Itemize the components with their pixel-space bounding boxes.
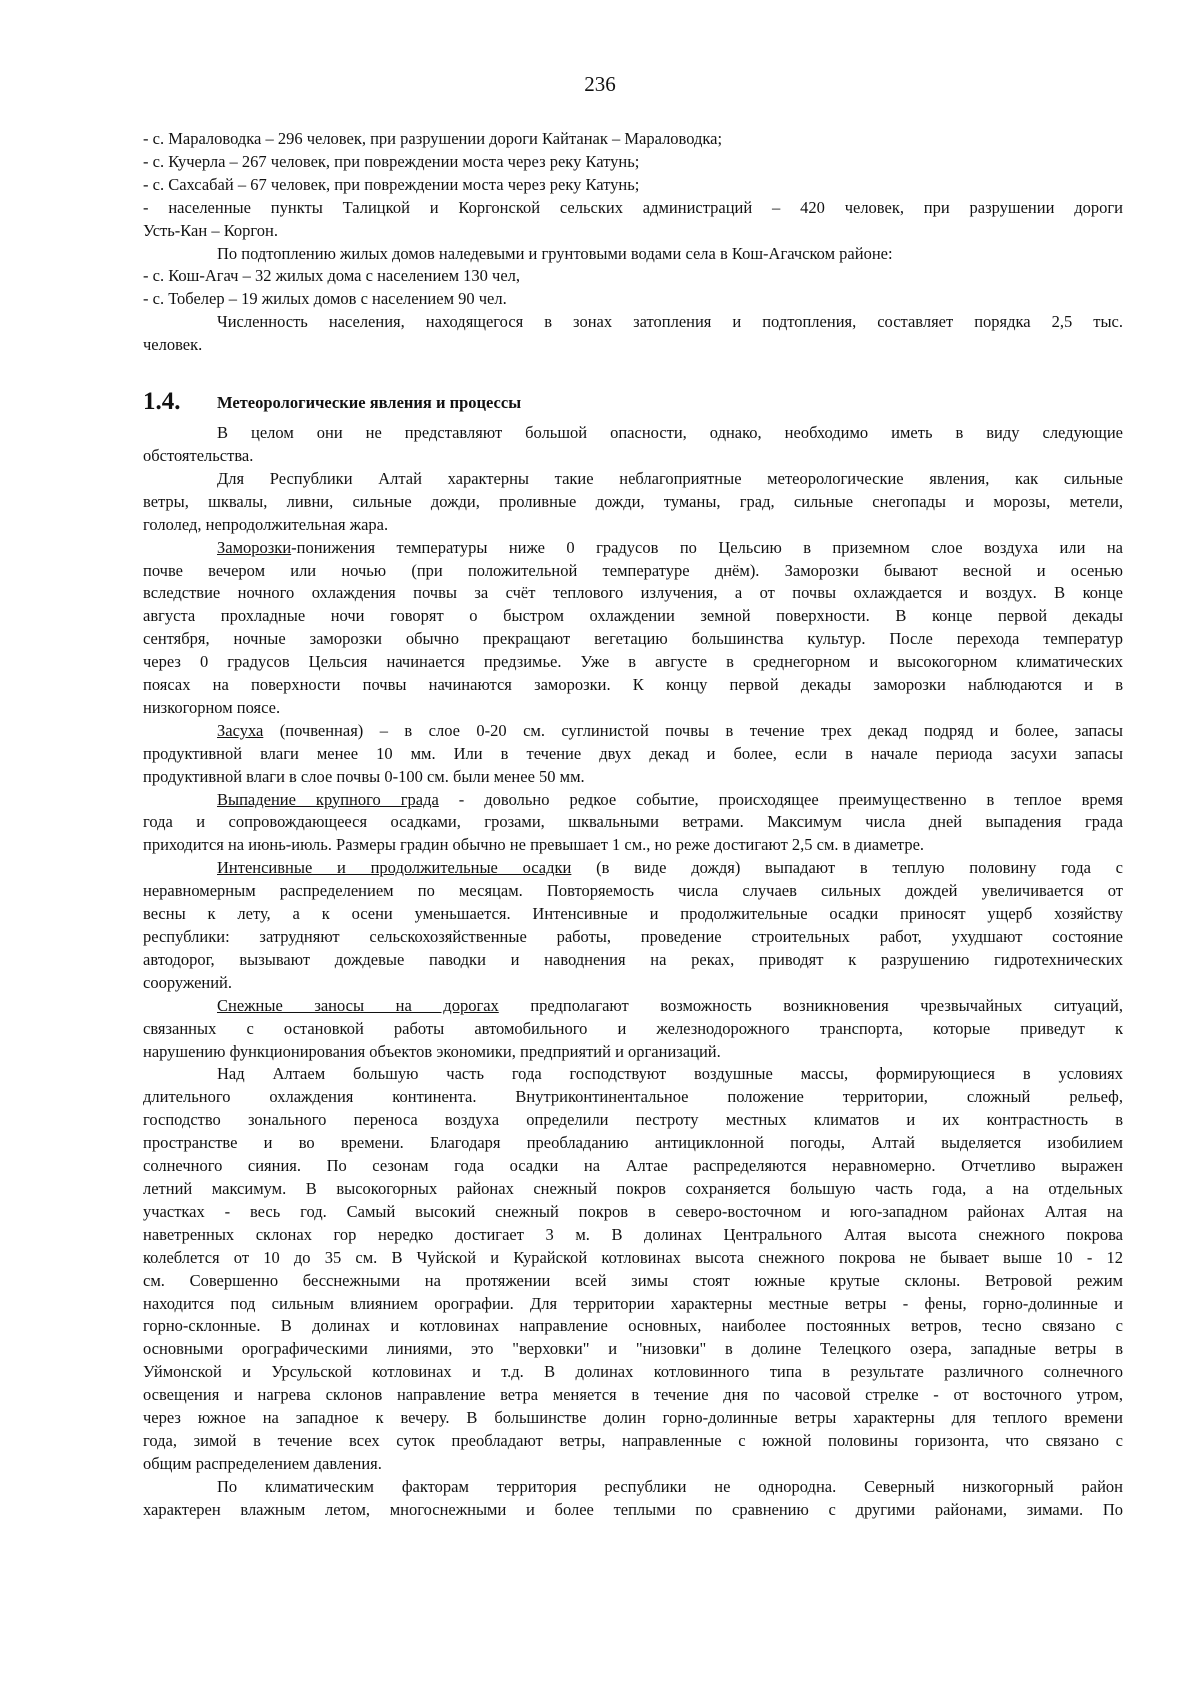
paragraph-line: пространстве и во времени. Благодаря преобладанию антициклонной погоды, Алтай выделяется изобилием [143,1133,1123,1153]
paragraph-line: горно-склонные. В долинах и котловинах направление основных, наиболее постоянных ветров, тесно связано с [143,1316,1123,1336]
paragraph-line: Численность населения, находящегося в зонах затопления и подтопления, составляет порядка 2,5 тыс. [217,312,1123,332]
section-spacer [143,357,1123,382]
page-content [143,128,1123,1522]
paragraph-line: Заморозки-понижения температуры ниже 0 градусов по Цельсию в приземном слое воздуха или на [217,537,1123,557]
paragraph-line: через южное на западное к вечеру. В большинстве долин горно-долинные ветры характерны для теплого времени [143,1408,1123,1428]
paragraph-line: года, зимой в течение всех суток преобладают ветры, направленные с южной половины горизонта, что связано с [143,1430,1123,1450]
paragraph-line: господство зонального переноса воздуха определили пестроту местных климатов и их контрастность в [143,1110,1123,1130]
list-item-continuation: Усть-Кан – Коргон. [143,220,278,240]
climate-paragraph [143,1063,1123,1475]
paragraph-line: человек. [143,335,203,355]
list-item: - с. Мараловодка – 296 человек, при разрушении дороги Кайтанак – Мараловодка; [143,129,723,148]
paragraph-line: вследствие ночного охлаждения почвы за счёт теплового излучения, а от почвы охлаждается и воздух. В конце [143,583,1123,603]
paragraph-line: продуктивной влаги в слое почвы 0-100 см. были менее 50 мм. [143,766,585,786]
paragraph-line: Уймонской и Урсульской котловинах и т.д. В долинах котловинного типа в результате различного солнечного [143,1362,1123,1382]
flood-list [143,265,1123,311]
paragraph-line: находится под сильным влиянием орографии. Для территории характерны местные ветры - фены, горно-долинные и [143,1293,1123,1313]
paragraph-line: Для Республики Алтай характерны такие неблагоприятные метеорологические явления, как сильные [217,468,1123,488]
paragraph-line: летний максимум. В высокогорных районах снежный покров сохраняется большую часть года, а на отдельных [143,1178,1123,1198]
paragraph-line: автодорог, вызывают дождевые паводки и наводнения на реках, приводят к разрушению гидротехнических [143,949,1123,969]
paragraph-line: колеблется от 10 до 35 см. В Чуйской и Курайской котловинах высота снежного покрова не бывает выше 10 - 12 [143,1247,1123,1267]
paragraph-line: поясах на поверхности почвы начинаются заморозки. К концу первой декады заморозки наблюдаются и в [143,675,1123,695]
paragraph-line: Над Алтаем большую часть года господствуют воздушные массы, формирующиеся в условиях [217,1064,1123,1084]
paragraph-line: через 0 градусов Цельсия начинается предзимье. Уже в августе в среднегорном и высокогорном климатических [143,652,1123,672]
drought-paragraph [143,720,1123,789]
paragraph-line: почве вечером или ночью (при положительной температуре днём). Заморозки бывают весной и осенью [143,560,1123,580]
paragraph-line: Засуха (почвенная) – в слое 0-20 см. суглинистой почвы в течение трех декад подряд и более, запасы [217,720,1123,740]
paragraph-line: характерен влажным летом, многоснежными и более теплыми по сравнению с другими районами, зимами. По [143,1499,1123,1519]
page-number: 236 [584,72,616,96]
rain-paragraph [143,857,1123,994]
settlements-list [143,128,1123,243]
paragraph-line: обстоятельства. [143,445,254,465]
paragraph-line: гололед, непродолжительная жара. [143,514,389,534]
term-hail: Выпадение крупного града [217,789,439,809]
paragraph-line: республики: затрудняют сельскохозяйственные работы, проведение строительных работ, ухудшают состояние [143,927,1123,946]
paragraph-line: года и сопровождающееся осадками, грозами, шквальными ветрами. Максимум числа дней выпадения града [143,812,1123,832]
population-paragraph [143,311,1123,357]
list-item: - с. Сахсабай – 67 человек, при повреждении моста через реку Катунь; [143,174,640,194]
list-item: - населенные пункты Талицкой и Коргонской сельских администраций – 420 человек, при разрушении дороги [143,197,1123,217]
flood-intro: По подтоплению жилых домов наледевыми и грунтовыми водами села в Кош-Агачском районе: [217,243,893,263]
term-frost: Заморозки [217,537,292,557]
paragraph-line: см. Совершенно бесснежными на протяжении всей зимы стоят южные крутые склоны. Ветровой режим [143,1270,1123,1290]
paragraph-line: низкогорном поясе. [143,697,281,717]
paragraph-line: августа прохладные ночи говорят о быстром охлаждении земной поверхности. В конце первой декады [143,606,1123,626]
hail-paragraph [143,789,1123,858]
paragraph-line: Выпадение крупного града - довольно редкое событие, происходящее преимущественно в теплое время [217,789,1123,809]
paragraph-line: нарушению функционирования объектов экономики, предприятий и организаций. [143,1041,721,1061]
section-heading [143,382,1123,422]
list-item: - с. Кучерла – 267 человек, при повреждении моста через реку Катунь; [143,151,640,171]
section-number: 1.4. [143,388,181,416]
paragraph-line: приходится на июнь-июль. Размеры градин обычно не превышает 1 см., но реже достигают 2,5 см. в диаметре. [143,835,925,855]
paragraph-line: По климатическим факторам территория республики не однородна. Северный низкогорный район [217,1476,1123,1496]
paragraph-line: длительного охлаждения континента. Внутриконтинентальное положение территории, сложный рельеф, [143,1087,1123,1107]
list-item: - с. Тобелер – 19 жилых домов с населением 90 чел. [143,289,507,309]
paragraph-line: Интенсивные и продолжительные осадки (в виде дождя) выпадают в теплую половину года с [217,858,1124,878]
phenomena-paragraph [143,468,1123,537]
term-rain: Интенсивные и продолжительные осадки [217,858,572,878]
paragraph-line: ветры, шквалы, ливни, сильные дожди, проливные дожди, туманы, град, сильные снегопады и морозы, метели, [143,491,1123,511]
paragraph-line: неравномерным распределением по месяцам. Повторяемость числа случаев сильных дождей увеличивается от [143,881,1123,901]
paragraph-line: солнечного сияния. По сезонам года осадки на Алтае распределяются неравномерно. Отчетливо выражен [143,1156,1123,1176]
paragraph-line: общим распределением давления. [143,1453,382,1473]
paragraph-line: участках - весь год. Самый высокий снежный покров в северо-восточном и юго-западном районах Алтая на [143,1201,1123,1221]
paragraph-line: сентября, ночные заморозки обычно прекращают вегетацию большинства культур. После перехода температур [143,629,1123,649]
intro-paragraph [143,422,1123,468]
paragraph-line: основными орографическими линиями, это "верховки" и "низовки" в долине Телецкого озера, западные ветры в [143,1339,1123,1359]
paragraph-line: весны к лету, а к осени уменьшается. Интенсивные и продолжительные осадки приносят ущерб хозяйству [143,904,1123,924]
factors-paragraph [143,1476,1123,1522]
paragraph-line: связанных с остановкой работы автомобильного и железнодорожного транспорта, которые приведут к [143,1018,1123,1038]
paragraph-line: Снежные заносы на дорогах предполагают возможность возникновения чрезвычайных ситуаций, [217,995,1124,1015]
section-title: Метеорологические явления и процессы [217,393,522,413]
term-drought: Засуха [217,720,264,740]
paragraph-line: В целом они не представляют большой опасности, однако, необходимо иметь в виду следующие [217,423,1123,443]
paragraph-line: освещения и нагрева склонов направление ветра меняется в течение дня по часовой стрелке - от восточного утром, [143,1385,1123,1405]
paragraph-line: сооружений. [143,972,233,992]
paragraph-line: продуктивной влаги менее 10 мм. Или в течение двух декад и более, если в начале периода засухи запасы [143,743,1123,763]
frost-paragraph [143,537,1123,720]
paragraph-line: наветренных склонах гор нередко достигает 3 м. В долинах Центрального Алтая высота снежного покрова [143,1224,1123,1244]
list-item: - с. Кош-Агач – 32 жилых дома с населением 130 чел, [143,266,521,286]
term-snow: Снежные заносы на дорогах [217,995,499,1015]
snow-paragraph [143,995,1123,1064]
